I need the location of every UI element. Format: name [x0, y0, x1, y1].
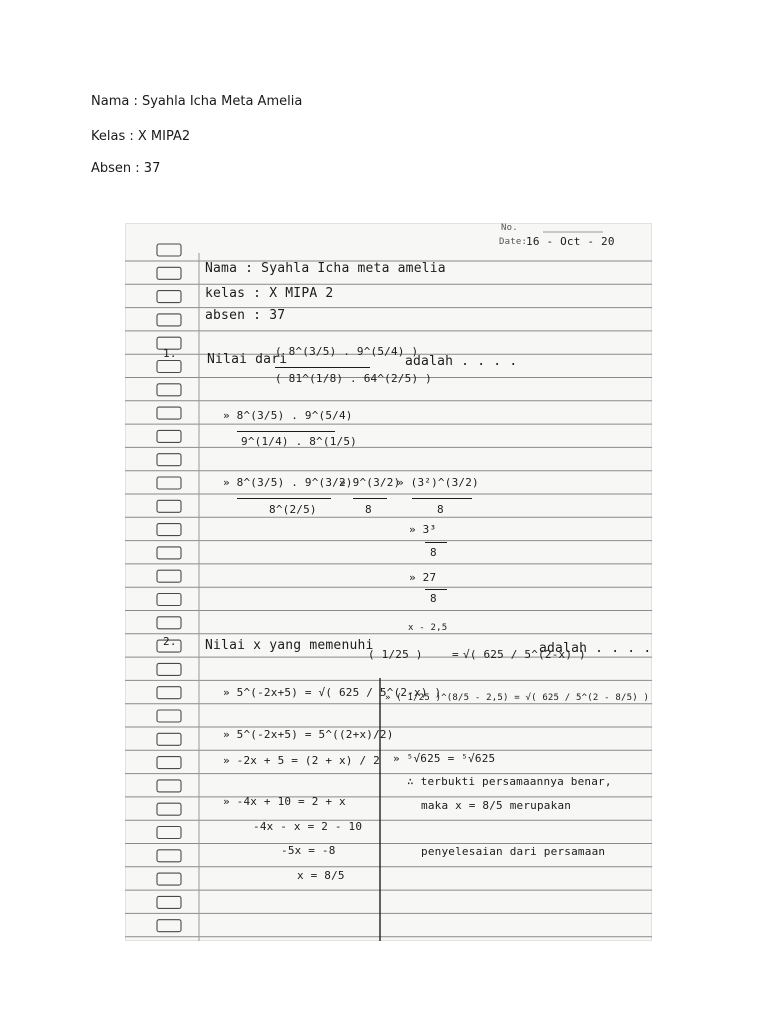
p2-left-step-1: » 5^(-2x+5) = √( 625 / 5^(2-x) ) — [223, 686, 442, 699]
problem-2-equals: = — [452, 648, 459, 661]
p1-step2b-numerator: » 9^(3/2) — [339, 476, 401, 489]
margin-box — [157, 244, 181, 256]
margin-box — [157, 477, 181, 489]
p1-step2a-numerator: » 8^(3/5) . 9^(3/2) — [223, 476, 353, 489]
problem-1-number: 1. — [163, 347, 177, 360]
p2-left-step-3: » -2x + 5 = (2 + x) / 2 — [223, 754, 380, 767]
margin-box — [157, 850, 181, 862]
no-label: No. — [501, 223, 518, 233]
p2-right-step-4: maka x = 8/5 merupakan — [421, 799, 572, 812]
nb-name-line: Nama : Syahla Icha meta amelia — [205, 261, 446, 276]
margin-box — [157, 733, 181, 745]
p2-left-step-5: -4x - x = 2 - 10 — [253, 820, 363, 833]
p1-step4-numerator: » 27 — [409, 571, 437, 584]
margin-box — [157, 384, 181, 396]
p1-step1-denominator: 9^(1/4) . 8^(1/5) — [241, 435, 357, 448]
notebook-page-photo — [125, 223, 652, 941]
student-class-line: Kelas : X MIPA2 — [91, 129, 191, 144]
margin-box — [157, 361, 181, 373]
problem-2-prefix: Nilai x yang memenuhi — [205, 638, 374, 653]
margin-box — [157, 570, 181, 582]
margin-box — [157, 524, 181, 536]
margin-box — [157, 757, 181, 769]
p2-left-step-4: » -4x + 10 = 2 + x — [223, 795, 346, 808]
p1-step3-numerator: » 3³ — [409, 523, 437, 536]
margin-box — [157, 663, 181, 675]
margin-box — [157, 454, 181, 466]
margin-box — [157, 617, 181, 629]
problem-2-number: 2. — [163, 635, 177, 648]
margin-box — [157, 547, 181, 559]
p2-right-step-3: ∴ terbukti persamaannya benar, — [407, 775, 612, 788]
margin-box — [157, 780, 181, 792]
p1-step2b-denominator: 8 — [365, 503, 372, 516]
margin-box — [157, 407, 181, 419]
problem-1-denominator: ( 81^(1/8) . 64^(2/5) ) — [275, 372, 432, 385]
problem-2-base: ( 1/25 ) — [368, 648, 423, 661]
date-label: Date: — [499, 237, 528, 247]
problem-1-suffix: adalah . . . . — [405, 354, 518, 369]
margin-box — [157, 920, 181, 932]
p1-step2c-denominator: 8 — [437, 503, 444, 516]
p1-step3-denominator: 8 — [430, 546, 437, 559]
p2-right-step-2: » ⁵√625 = ⁵√625 — [393, 752, 496, 765]
date-value: 16 - Oct - 20 — [526, 235, 615, 248]
p1-step2c-numerator: » (3²)^(3/2) — [397, 476, 479, 489]
p2-right-step-1: » ( 1/25 )^(8/5 - 2,5) = √( 625 / 5^(2 - 8/5) ) — [385, 693, 650, 703]
margin-box — [157, 267, 181, 279]
problem-2-radical: √( 625 / 5^(2-x) ) — [463, 648, 586, 661]
p2-left-step-7: x = 8/5 — [297, 869, 345, 882]
p2-left-step-2: » 5^(-2x+5) = 5^((2+x)/2) — [223, 728, 394, 741]
margin-box — [157, 291, 181, 303]
problem-2-suffix: adalah . . . . — [539, 641, 652, 656]
problem-1-prefix: Nilai dari — [207, 352, 288, 367]
margin-box — [157, 827, 181, 839]
margin-box — [157, 314, 181, 326]
problem-1-numerator: ( 8^(3/5) . 9^(5/4) ) — [275, 345, 419, 358]
margin-box — [157, 803, 181, 815]
p1-step1-numerator: » 8^(3/5) . 9^(5/4) — [223, 409, 353, 422]
student-name-line: Nama : Syahla Icha Meta Amelia — [91, 94, 303, 109]
margin-box — [157, 687, 181, 699]
student-number-line: Absen : 37 — [91, 161, 161, 176]
p1-step4-denominator: 8 — [430, 592, 437, 605]
p2-right-step-5: penyelesaian dari persamaan — [421, 845, 606, 858]
margin-box — [157, 873, 181, 885]
nb-absen-line: absen : 37 — [205, 308, 286, 323]
margin-box — [157, 710, 181, 722]
margin-box — [157, 594, 181, 606]
nb-class-line: kelas : X MIPA 2 — [205, 286, 334, 301]
problem-2-exponent: x - 2,5 — [408, 623, 448, 633]
p1-step2a-denominator: 8^(2/5) — [269, 503, 317, 516]
p2-left-step-6: -5x = -8 — [281, 844, 336, 857]
notebook-ruling — [125, 223, 652, 941]
margin-box — [157, 896, 181, 908]
margin-box — [157, 500, 181, 512]
margin-box — [157, 430, 181, 442]
